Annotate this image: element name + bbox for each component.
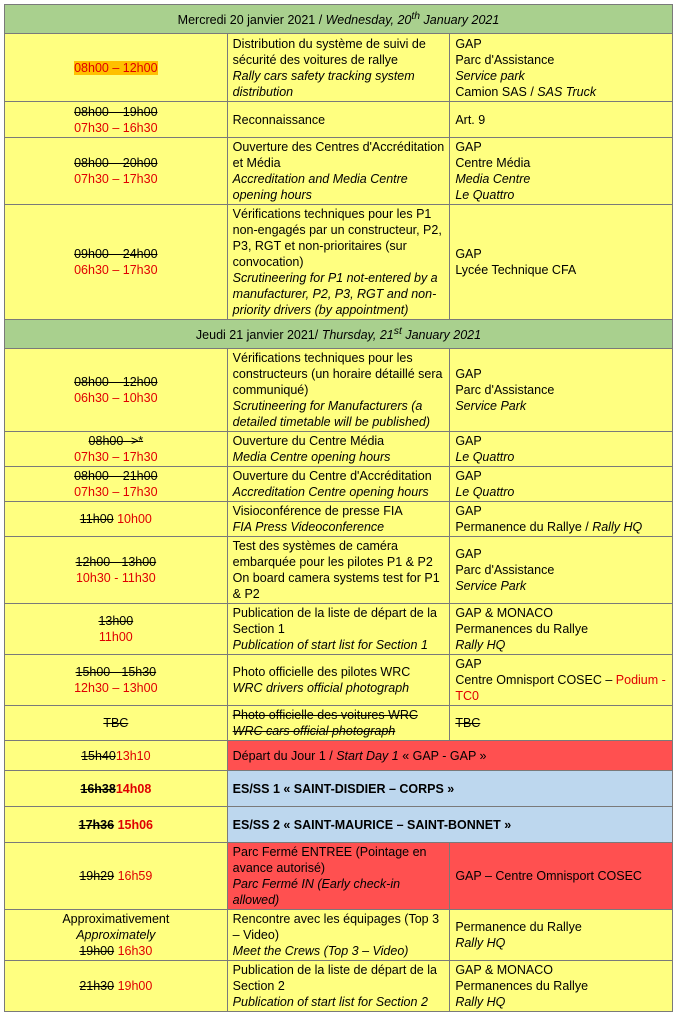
desc-fr: Parc Fermé ENTREE (Pointage en avance autorisé) [232, 845, 427, 875]
day-header-en: Thursday, 21 [321, 328, 394, 343]
desc-old-fr: Photo officielle des voitures WRC [232, 708, 418, 722]
time-old: 19h29 [79, 869, 115, 883]
desc-cell [227, 205, 450, 320]
time-new: 08h00 – 12h00 [74, 60, 158, 75]
loc-2: Permanences du Rallye [455, 979, 589, 993]
loc-1: GAP [455, 140, 482, 154]
day-header-fr: Jeudi 21 janvier 2021/ [195, 328, 322, 343]
time-new: 10h30 - 11h30 [75, 571, 156, 585]
desc-fr: Photo officielle des pilotes WRC [232, 665, 411, 679]
day-header-cell [5, 320, 673, 349]
desc-en: Accreditation Centre opening hours [232, 485, 429, 499]
table-row [5, 604, 673, 655]
loc-3: Service Park [455, 399, 527, 413]
desc-en: Publication of start list for Section 1 [232, 638, 428, 652]
time-old: 15h40 [81, 748, 116, 763]
time-new: 19h00 [117, 979, 153, 993]
time-old: 11h00 [79, 512, 114, 526]
loc-3: Le Quattro [455, 450, 515, 464]
desc-en: Meet the Crews (Top 3 – Video) [232, 944, 409, 958]
loc-3: Rally HQ [455, 638, 506, 652]
desc-fr: Visioconférence de presse FIA [232, 504, 403, 518]
time-new: 14h08 [115, 781, 152, 796]
location-cell [450, 537, 673, 604]
time-old: 12h00 - 13h00 [75, 555, 157, 569]
time-cell [5, 349, 228, 432]
location-cell [450, 467, 673, 502]
loc-1: Permanence du Rallye [455, 920, 582, 934]
table-row [5, 205, 673, 320]
time-new: 13h10 [115, 748, 151, 763]
time-new: 12h30 – 13h00 [74, 681, 158, 695]
location-cell [450, 961, 673, 1012]
loc-2: Centre Omnisport COSEC – [455, 673, 616, 687]
time-cell [5, 706, 228, 741]
time-old: 21h30 [79, 979, 115, 993]
desc-en: Accreditation and Media Centre opening hours [232, 172, 408, 202]
time-old: TBC [103, 716, 129, 730]
day-header-en: Wednesday, 20 [325, 13, 412, 28]
time-cell [5, 961, 228, 1012]
loc-2: Parc d'Assistance [455, 52, 555, 67]
table-row [5, 807, 673, 843]
location-cell [450, 706, 673, 741]
desc-fr: Ouverture des Centres d'Accréditation et Média [232, 140, 445, 170]
time-old: 08h00 – 20h00 [74, 156, 158, 170]
location-cell [450, 432, 673, 467]
time-new: 15h06 [117, 817, 154, 832]
stage-cell [227, 771, 672, 807]
desc-fr: Test des systèmes de caméra embarquée pour les pilotes P1 & P2 [232, 539, 433, 569]
time-pre-fr: Approximativement [62, 912, 170, 926]
table-row [5, 706, 673, 741]
desc-fr: Ouverture du Centre Média [232, 434, 385, 448]
desc-en: Media Centre opening hours [232, 450, 391, 464]
location-cell [450, 138, 673, 205]
time-new: 07h30 – 17h30 [74, 450, 158, 464]
time-cell [5, 807, 228, 843]
location-cell [450, 655, 673, 706]
table-row [5, 138, 673, 205]
time-new: 07h30 – 17h30 [74, 172, 158, 186]
desc-cell [227, 349, 450, 432]
time-new: 07h30 – 16h30 [74, 120, 158, 135]
desc-en: Start Day 1 [336, 748, 399, 763]
desc-cell [227, 432, 450, 467]
desc-cell [227, 655, 450, 706]
desc-cell [227, 102, 450, 138]
loc-1: GAP [455, 434, 482, 448]
table-row [5, 432, 673, 467]
loc-2: Centre Média [455, 156, 531, 170]
time-cell [5, 34, 228, 102]
loc-1: Art. 9 [455, 112, 486, 127]
desc-fr2: On board camera systems test for P1 & P2 [232, 571, 440, 601]
day-header-fr: Mercredi 20 janvier 2021 / [177, 13, 326, 28]
table-row [5, 771, 673, 807]
loc-3: Service Park [455, 579, 527, 593]
table-row [5, 655, 673, 706]
desc-fr: Vérifications techniques pour les P1 non-engagés par un constructeur, P2, P3, RGT et non-prioritaires (sur convocation) [232, 207, 442, 269]
loc-2: Parc d'Assistance [455, 563, 555, 577]
time-new: 06h30 – 10h30 [74, 391, 158, 405]
desc-en: Scrutineering for P1 not-entered by a manufacturer, P2, P3, RGT and non-priority drivers (by appointment) [232, 271, 438, 317]
loc-1: GAP [455, 247, 482, 261]
table-row [5, 537, 673, 604]
time-cell [5, 102, 228, 138]
desc-cell [227, 910, 450, 961]
loc-4: Le Quattro [455, 188, 515, 202]
table-row [5, 741, 673, 771]
table-row [5, 502, 673, 537]
loc-1: GAP – Centre Omnisport COSEC [455, 869, 642, 883]
time-new: 10h00 [117, 512, 152, 526]
day-header-sup: st [393, 326, 402, 338]
desc-en: Rally cars safety tracking system distribution [232, 68, 415, 99]
table-row [5, 34, 673, 102]
location-cell [450, 604, 673, 655]
time-old: 16h38 [80, 781, 116, 796]
desc-fr: Vérifications techniques pour les constructeurs (un horaire détaillé sera communiqué) [232, 351, 443, 397]
desc-cell [227, 138, 450, 205]
loc-2a: Permanence du Rallye / [455, 520, 593, 534]
loc-2: Parc d'Assistance [455, 383, 555, 397]
loc-4a: Camion SAS / [455, 84, 538, 99]
loc-1: GAP [455, 367, 482, 381]
desc-fr: Rencontre avec les équipages (Top 3 – Video) [232, 912, 440, 942]
location-cell [450, 843, 673, 910]
time-old: 08h00 ->* [88, 434, 144, 448]
loc-4b: SAS Truck [537, 84, 597, 99]
location-cell [450, 102, 673, 138]
loc-3: Media Centre [455, 172, 531, 186]
time-old: 15h00 - 15h30 [75, 665, 157, 679]
location-cell [450, 34, 673, 102]
day-header-cell [5, 5, 673, 34]
time-new: 07h30 – 17h30 [74, 485, 158, 499]
time-new: 16h30 [117, 944, 153, 958]
table-row [5, 910, 673, 961]
day-header [5, 5, 673, 34]
time-cell [5, 502, 228, 537]
desc-cell [227, 961, 450, 1012]
time-pre-en: Approximately [76, 928, 156, 942]
desc-cell [227, 741, 672, 771]
table-row [5, 102, 673, 138]
desc-en: Parc Fermé IN (Early check-in allowed) [232, 877, 401, 907]
time-old: 09h00 – 24h00 [74, 247, 158, 261]
desc-en: FIA Press Videoconference [232, 520, 385, 534]
desc-cell [227, 706, 450, 741]
location-cell [450, 205, 673, 320]
stage-name: ES/SS 1 « SAINT-DISDIER – CORPS » [232, 781, 455, 796]
time-new: 06h30 – 17h30 [74, 263, 158, 277]
loc-3: Le Quattro [455, 485, 515, 499]
desc-cell [227, 537, 450, 604]
time-cell [5, 205, 228, 320]
time-new: 16h59 [117, 869, 153, 883]
time-old: 08h00 – 19h00 [74, 104, 158, 119]
time-new: 11h00 [98, 630, 133, 644]
loc-2-red: Podium - TC0 [455, 673, 666, 703]
desc-fr: Départ du Jour 1 / [232, 748, 337, 763]
desc-fr3: « GAP - GAP » [398, 748, 487, 763]
day-header-en2: January 2021 [401, 328, 482, 343]
table-row [5, 961, 673, 1012]
desc-en: WRC drivers official photograph [232, 681, 410, 695]
table-row [5, 467, 673, 502]
desc-fr: Distribution du système de suivi de sécurité des voitures de rallye [232, 36, 426, 67]
time-old: 08h00 – 12h00 [74, 375, 158, 389]
time-cell [5, 655, 228, 706]
desc-cell [227, 843, 450, 910]
loc-2: Lycée Technique CFA [455, 263, 577, 277]
time-old: 13h00 [98, 614, 134, 628]
time-old: 08h00 – 21h00 [74, 469, 158, 483]
day-header [5, 320, 673, 349]
desc-cell [227, 502, 450, 537]
schedule-table [4, 4, 673, 1012]
time-cell [5, 537, 228, 604]
loc-1: GAP & MONACO [455, 606, 554, 620]
time-cell [5, 467, 228, 502]
desc-cell [227, 604, 450, 655]
time-cell [5, 771, 228, 807]
desc-en: Publication of start list for Section 2 [232, 995, 428, 1009]
loc-1: GAP & MONACO [455, 963, 554, 977]
time-cell [5, 910, 228, 961]
desc-fr: Ouverture du Centre d'Accréditation [232, 469, 432, 483]
time-cell [5, 741, 228, 771]
table-row [5, 349, 673, 432]
day-header-en2: January 2021 [420, 13, 500, 28]
loc-2: Rally HQ [455, 936, 506, 950]
loc-2: Permanences du Rallye [455, 622, 589, 636]
desc-fr: Publication de la liste de départ de la Section 1 [232, 606, 437, 636]
loc-1: GAP [455, 469, 482, 483]
loc-1: GAP [455, 657, 482, 671]
desc-fr: Publication de la liste de départ de la Section 2 [232, 963, 437, 993]
desc-cell [227, 34, 450, 102]
time-cell [5, 432, 228, 467]
desc-old-en: WRC cars official photograph [232, 724, 396, 738]
location-cell [450, 910, 673, 961]
time-cell [5, 138, 228, 205]
stage-name: ES/SS 2 « SAINT-MAURICE – SAINT-BONNET » [232, 817, 512, 832]
table-row [5, 843, 673, 910]
time-cell [5, 843, 228, 910]
loc-old: TBC [455, 716, 481, 730]
location-cell [450, 349, 673, 432]
loc-1: GAP [455, 36, 482, 51]
loc-2b: Rally HQ [592, 520, 643, 534]
loc-3: Service park [455, 68, 525, 83]
desc-cell [227, 467, 450, 502]
time-cell [5, 604, 228, 655]
desc-fr: Reconnaissance [232, 112, 326, 127]
loc-1: GAP [455, 504, 482, 518]
location-cell [450, 502, 673, 537]
time-old: 17h36 [78, 817, 115, 832]
desc-en: Scrutineering for Manufacturers (a detailed timetable will be published) [232, 399, 430, 429]
loc-3: Rally HQ [455, 995, 506, 1009]
day-header-sup: th [411, 11, 421, 23]
time-old: 19h00 [79, 944, 115, 958]
stage-cell [227, 807, 672, 843]
loc-1: GAP [455, 547, 482, 561]
